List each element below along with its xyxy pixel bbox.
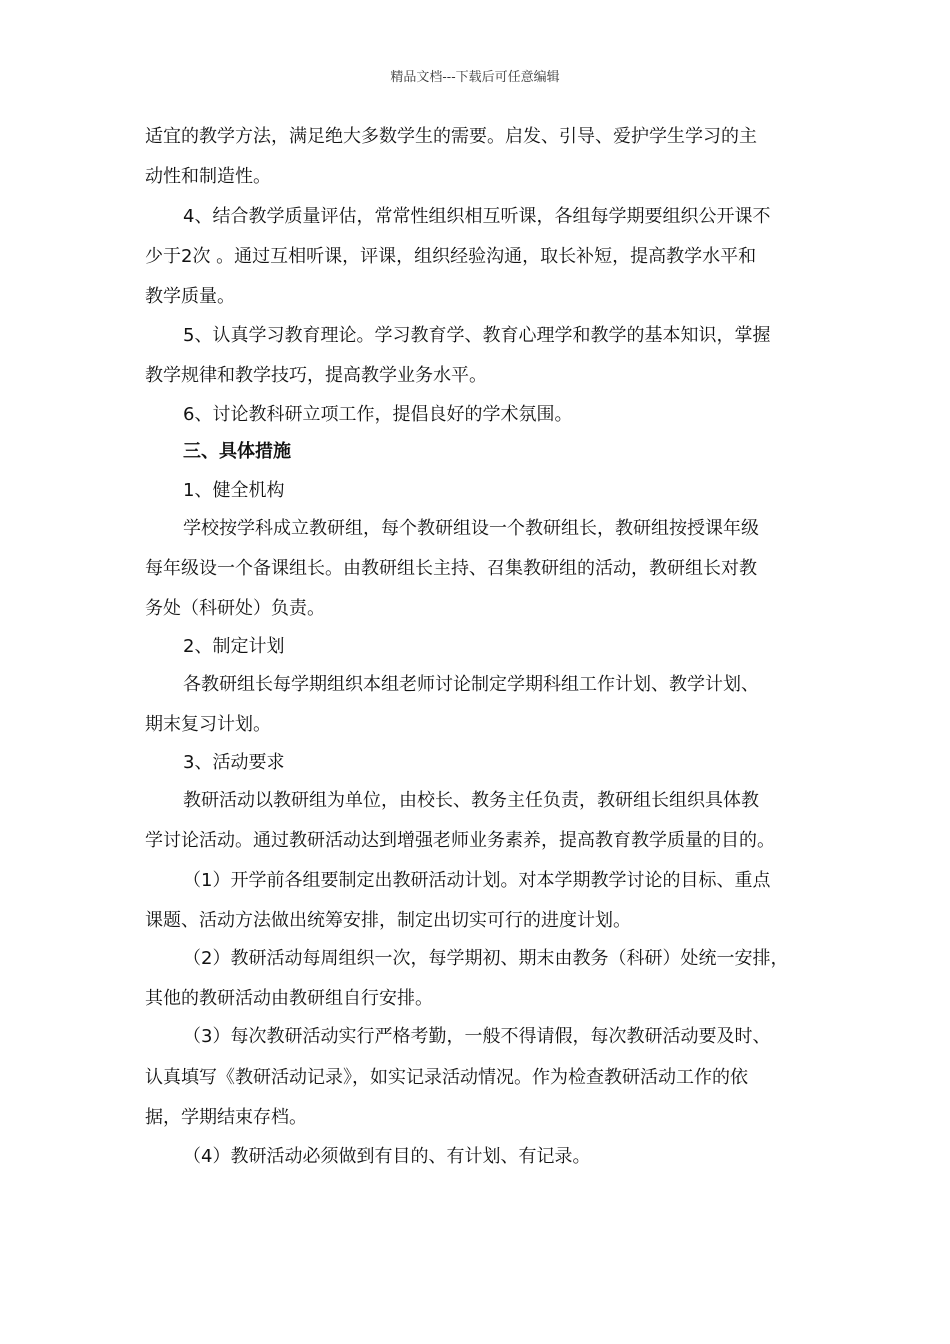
body-line: 教研活动以教研组为单位，由校长、教务主任负责，教研组长组织具体教 bbox=[183, 790, 759, 811]
body-line: 学讨论活动。通过教研活动达到增强老师业务素养，提高教育教学质量的目的。 bbox=[145, 830, 775, 851]
body-line: 期末复习计划。 bbox=[145, 714, 271, 735]
body-line: （3）每次教研活动实行严格考勤，一般不得请假，每次教研活动要及时、 bbox=[183, 1026, 771, 1047]
body-line: 动性和制造性。 bbox=[145, 166, 271, 187]
body-line: （1）开学前各组要制定出教研活动计划。对本学期教学讨论的目标、重点 bbox=[183, 870, 771, 891]
body-line: 每年级设一个备课组长。由教研组长主持、召集教研组的活动，教研组长对教 bbox=[145, 558, 757, 579]
body-line: 课题、活动方法做出统筹安排，制定出切实可行的进度计划。 bbox=[145, 910, 631, 931]
section-heading: 三、具体措施 bbox=[183, 441, 291, 462]
body-line: 适宜的教学方法，满足绝大多数学生的需要。启发、引导、爱护学生学习的主 bbox=[145, 126, 757, 147]
body-line: 6、讨论教科研立项工作，提倡良好的学术氛围。 bbox=[183, 404, 573, 425]
subsection-heading: 1、健全机构 bbox=[183, 480, 285, 501]
body-line: 各教研组长每学期组织本组老师讨论制定学期科组工作计划、教学计划、 bbox=[183, 674, 759, 695]
body-line: 学校按学科成立教研组，每个教研组设一个教研组长，教研组按授课年级 bbox=[183, 518, 759, 539]
page-header: 精品文档---下载后可任意编辑 bbox=[390, 70, 560, 85]
body-line: 认真填写《教研活动记录》，如实记录活动情况。作为检查教研活动工作的依 bbox=[145, 1067, 748, 1088]
body-line: 务处（科研处）负责。 bbox=[145, 598, 325, 619]
body-line: 5、认真学习教育理论。学习教育学、教育心理学和教学的基本知识，掌握 bbox=[183, 325, 771, 346]
subsection-heading: 2、制定计划 bbox=[183, 636, 285, 657]
body-line: 少于2次 。通过互相听课，评课，组织经验沟通，取长补短，提高教学水平和 bbox=[145, 246, 757, 267]
body-line: （4）教研活动必须做到有目的、有计划、有记录。 bbox=[183, 1146, 591, 1167]
subsection-heading: 3、活动要求 bbox=[183, 752, 285, 773]
body-line: 教学规律和教学技巧，提高教学业务水平。 bbox=[145, 365, 487, 386]
body-line: 其他的教研活动由教研组自行安排。 bbox=[145, 988, 433, 1009]
body-line: 据，学期结束存档。 bbox=[145, 1107, 307, 1128]
body-line: （2）教研活动每周组织一次，每学期初、期末由教务（科研）处统一安排， bbox=[183, 948, 789, 969]
body-line: 4、结合教学质量评估，常常性组织相互听课，各组每学期要组织公开课不 bbox=[183, 206, 771, 227]
body-line: 教学质量。 bbox=[145, 286, 235, 307]
